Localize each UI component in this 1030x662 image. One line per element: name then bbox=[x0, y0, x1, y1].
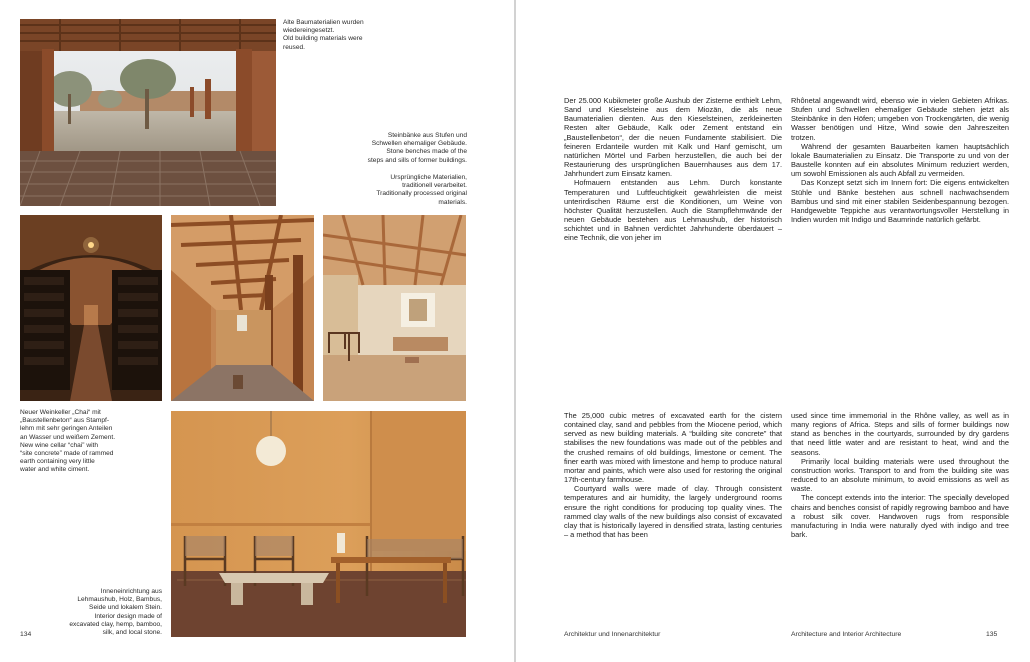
paragraph: used since time immemorial in the Rhône valley, as well as in many regions of Africa. Steps and sills of former buildings now stand as benches in the courtyards, surrounded by dry gardens that need little water and are resistant to heat, wind and the seasons. bbox=[791, 411, 1009, 457]
wine-cellar-photo bbox=[20, 215, 162, 401]
caption-line: reused. bbox=[283, 43, 305, 51]
caption-line: excavated clay, hemp, bamboo, bbox=[69, 620, 162, 628]
caption-interior bbox=[40, 588, 162, 637]
caption-line: Interior design made of bbox=[94, 612, 162, 620]
caption-line: Alte Baumaterialien wurden bbox=[283, 19, 364, 26]
paragraph: Rhônetal angewandt wird, ebenso wie in vielen Gebieten Afrikas. Stufen und Schwellen ehemaliger Gebäude stehen jetzt als Steinbänke in den Höfen; umgeben von Trockengärten, die wenig Wasser benötigen und Hitze, Wind sowie den Jahreszeiten trotzen. bbox=[791, 96, 1009, 142]
caption-line: Neuer Weinkeller „Chai“ mit bbox=[20, 409, 101, 416]
caption-old-materials bbox=[283, 19, 393, 52]
right-page bbox=[516, 0, 1030, 662]
caption-line: earth containing very little bbox=[20, 458, 95, 466]
caption-line: Lehmaushub, Holz, Bambus, bbox=[77, 596, 162, 604]
caption-line: materials. bbox=[438, 198, 467, 206]
caption-line: silk, and local stone. bbox=[102, 629, 162, 637]
caption-line: Schwellen ehemaliger Gebäude. bbox=[371, 140, 467, 148]
footer-section-english: Architecture and Interior Architecture bbox=[791, 631, 902, 638]
caption-line: Steinbänke aus Stufen und bbox=[387, 132, 467, 139]
caption-original-materials bbox=[334, 174, 467, 207]
german-column-2 bbox=[791, 96, 1009, 224]
german-column-1 bbox=[564, 96, 782, 243]
paragraph: The 25,000 cubic metres of excavated earth for the cistern contained clay, sand and pebbles from the Miocene period, which served as new building materials. A “building site concrete” that stabilises the new foundations was made out of the pebbles and the crushed remains of old buildings, limestone or cement. The finer earth was mixed with limestone and hemp to produce natural mortar and paints, which were also used for restoring the original 17th-century farmhouse. bbox=[564, 411, 782, 485]
caption-line: an Wasser und weißem Zement. bbox=[20, 433, 116, 441]
page-number-left: 134 bbox=[20, 631, 32, 638]
paragraph: The concept extends into the interior: The specially developed chairs and benches consist of rapidly regrowing bamboo and have a robust silk cover. Handwoven rugs from responsible manufacturing in India were naturally dyed with indigo and tree bark. bbox=[791, 493, 1009, 540]
caption-stone-benches bbox=[334, 132, 467, 165]
paragraph: Während der gesamten Bauarbeiten kamen hauptsächlich lokale Baumaterialien zu Einsatz. Die Transporte zu und von der Baustelle konnten auf ein absolutes Minimum reduziert werden, um sowohl Emissionen als auch Abfall zu vermeiden. bbox=[791, 141, 1009, 179]
interior-photo bbox=[171, 411, 466, 637]
timber-hall-photo bbox=[171, 215, 314, 401]
caption-line: wiedereingesetzt. bbox=[283, 27, 335, 35]
caption-line: Old building materials were bbox=[283, 35, 363, 43]
caption-line: “site concrete” made of rammed bbox=[20, 450, 114, 458]
caption-line: Traditionally processed original bbox=[376, 190, 467, 198]
paragraph: Courtyard walls were made of clay. Through consistent temperatures and air humidity, the largely underground rooms ensure the right conditions for producing top quality vines. The rammed clay walls of the new buildings also consist of excavated clay that is historically layered in densified strata, lasting centuries – a method that has been bbox=[564, 484, 782, 540]
caption-line: Stone benches made of the bbox=[386, 148, 467, 156]
courtyard-photo bbox=[20, 19, 276, 206]
caption-line: New wine cellar “chai” with bbox=[20, 441, 99, 449]
english-column-1 bbox=[564, 411, 782, 539]
caption-line: Ursprüngliche Materialien, bbox=[390, 174, 467, 181]
bright-room-photo bbox=[323, 215, 466, 401]
caption-line: water and white ciment. bbox=[20, 466, 90, 474]
caption-line: „Baustellenbeton“ aus Stampf- bbox=[20, 417, 110, 425]
paragraph: Der 25.000 Kubikmeter große Aushub der Zisterne enthielt Lehm, Sand und Kieselsteine aus dem Miozän, die als neue Baumaterialien dienten. Aus den Kieselsteinen, zerkleinerten Resten alter Gebäude, Kalk oder Zement entstand ein „Baustellenbeton“, der die neuen Fundamente stabilisiert. Die feineren Erdanteile wurden mit Kalk und Hanf gemischt, um natürlichen Mörtel und Farben herzustellen, die auch bei der Restaurierung des ursprünglichen Bauernhauses aus dem 17. Jahrhundert zum Einsatz kamen. bbox=[564, 96, 782, 179]
caption-line: lehm mit sehr geringen Anteilen bbox=[20, 425, 113, 433]
page-number-right: 135 bbox=[986, 631, 998, 638]
paragraph: Primarily local building materials were used throughout the construction works. Transport to and from the building site was reduced to an absolute minimum, to avoid emissions as well as waste. bbox=[791, 456, 1009, 494]
left-page bbox=[0, 0, 514, 662]
caption-line: steps and sills of former buildings. bbox=[367, 156, 467, 164]
caption-line: Seide und lokalem Stein. bbox=[89, 604, 162, 612]
english-column-2 bbox=[791, 411, 1009, 539]
footer-section-german: Architektur und Innenarchitektur bbox=[564, 631, 661, 638]
paragraph: Hofmauern entstanden aus Lehm. Durch konstante Temperaturen und Luftfeuchtigkeit gewährleisten die meist unterirdischen Räume erst die Konditionen, um Weine von höchster Qualität herzustellen. Auch die Stampflehmwände der neuen Gebäude bestehen aus Lehmaushub, der historisch schichtet und in Bahnen verdichtet Jahrhunderte überdauert – eine Technik, die von jeher im bbox=[564, 178, 782, 243]
caption-line: Inneneinrichtung aus bbox=[100, 588, 162, 595]
caption-wine-cellar bbox=[20, 409, 160, 475]
paragraph: Das Konzept setzt sich im Innern fort: Die eigens entwickelten Stühle und Bänke bestehen aus schnell nachwachsendem Bambus und sind mit einer stabilen Seidenbespannung bezogen. Handgewebte Teppiche aus verantwortungsvoller Herstellung in Indien wurden mit Indigo und Baumrinde natürlich gefärbt. bbox=[791, 178, 1009, 225]
caption-line: traditionell verarbeitet. bbox=[402, 182, 467, 190]
